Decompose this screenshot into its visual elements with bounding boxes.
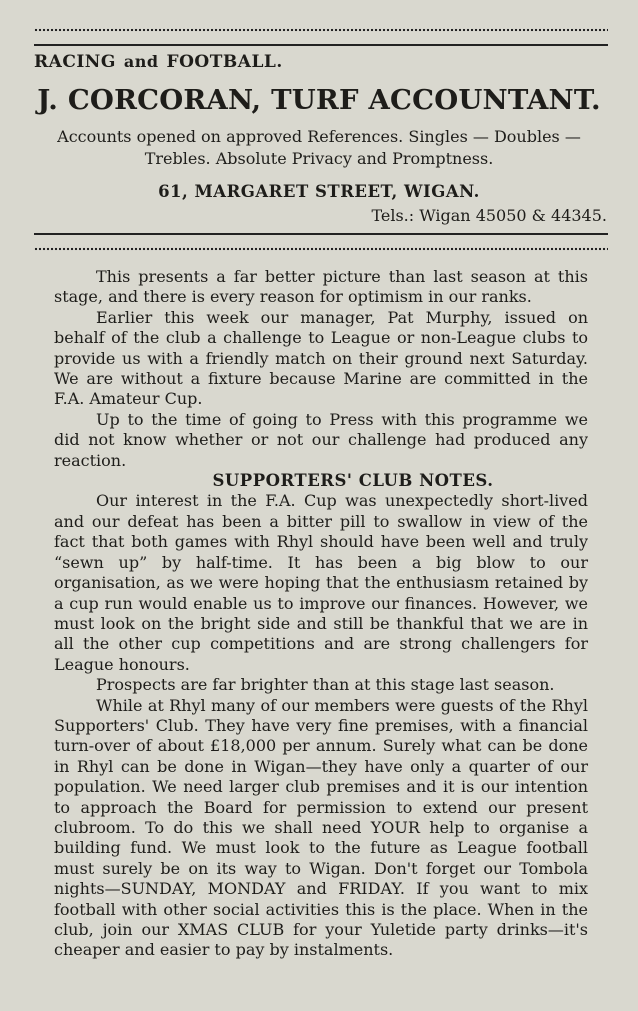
advert-line-1: Accounts opened on approved References. Singles — Doubles —: [57, 127, 581, 146]
advert-kicker-football: FOOTBALL.: [166, 52, 283, 72]
dotted-rule-top: [34, 28, 608, 32]
article-paragraph: While at Rhyl many of our members were guests of the Rhyl Supporters' Club. They have very fine premises, with a financial turn-over of about £18,000 per annum. Surely what can be done in Rhyl can be done in Wigan—they have only a quarter of our population. We need larger club premises and it is our intention to approach the Board for permission to extend our present clubroom. To do this we shall need YOUR help to organise a building fund. We must look to the future as League football must surely be on its way to Wigan. Don't forget our Tombola nights—SUNDAY, MONDAY and FRIDAY. If you want to mix football with other social activities this is the place. When in the club, join our XMAS CLUB for your Yuletide party drinks—it's cheaper and easier to pay by instalments.: [54, 695, 588, 960]
article-paragraph: Prospects are far brighter than at this stage last season.: [96, 675, 555, 695]
article-paragraph: Our interest in the F.A. Cup was unexpectedly short-lived and our defeat has been a bitter pill to swallow in view of the fact that both games with Rhyl should have been well and truly “sewn up” by half-time. It has been a big blow to our organisation, as we were hoping that the enthusiasm retained by a cup run would enable us to improve our finances. However, we must look on the bright side and still be thankful that we are in all the other cup competitions and are strong challengers for League honours.: [54, 491, 588, 674]
section-heading: SUPPORTERS' CLUB NOTES.: [212, 471, 494, 491]
advert-kicker-racing: RACING: [34, 52, 116, 72]
advert-title: J. CORCORAN, TURF ACCOUNTANT.: [37, 84, 601, 116]
article-body: [54, 267, 588, 961]
solid-rule-bottom: [34, 233, 608, 235]
solid-rule-top: [34, 44, 608, 46]
advert-line-2: Trebles. Absolute Privacy and Promptness.: [144, 149, 494, 168]
advert-telephones: Tels.: Wigan 45050 & 44345.: [371, 206, 607, 225]
dotted-rule-bottom: [34, 247, 608, 251]
article-paragraph: Up to the time of going to Press with this programme we did not know whether or not our challenge had produced any reaction.: [54, 409, 588, 470]
article-paragraph: Earlier this week our manager, Pat Murphy, issued on behalf of the club a challenge to League or non-League clubs to provide us with a friendly match on their ground next Saturday. We are without a fixture because Marine are committed in the F.A. Amateur Cup.: [54, 307, 588, 409]
article-paragraph: This presents a far better picture than last season at this stage, and there is every reason for optimism in our ranks.: [54, 267, 588, 307]
advert-address: 61, MARGARET STREET, WIGAN.: [158, 182, 480, 201]
advert-kicker: [34, 52, 283, 72]
advert-kicker-and: and: [123, 52, 159, 71]
